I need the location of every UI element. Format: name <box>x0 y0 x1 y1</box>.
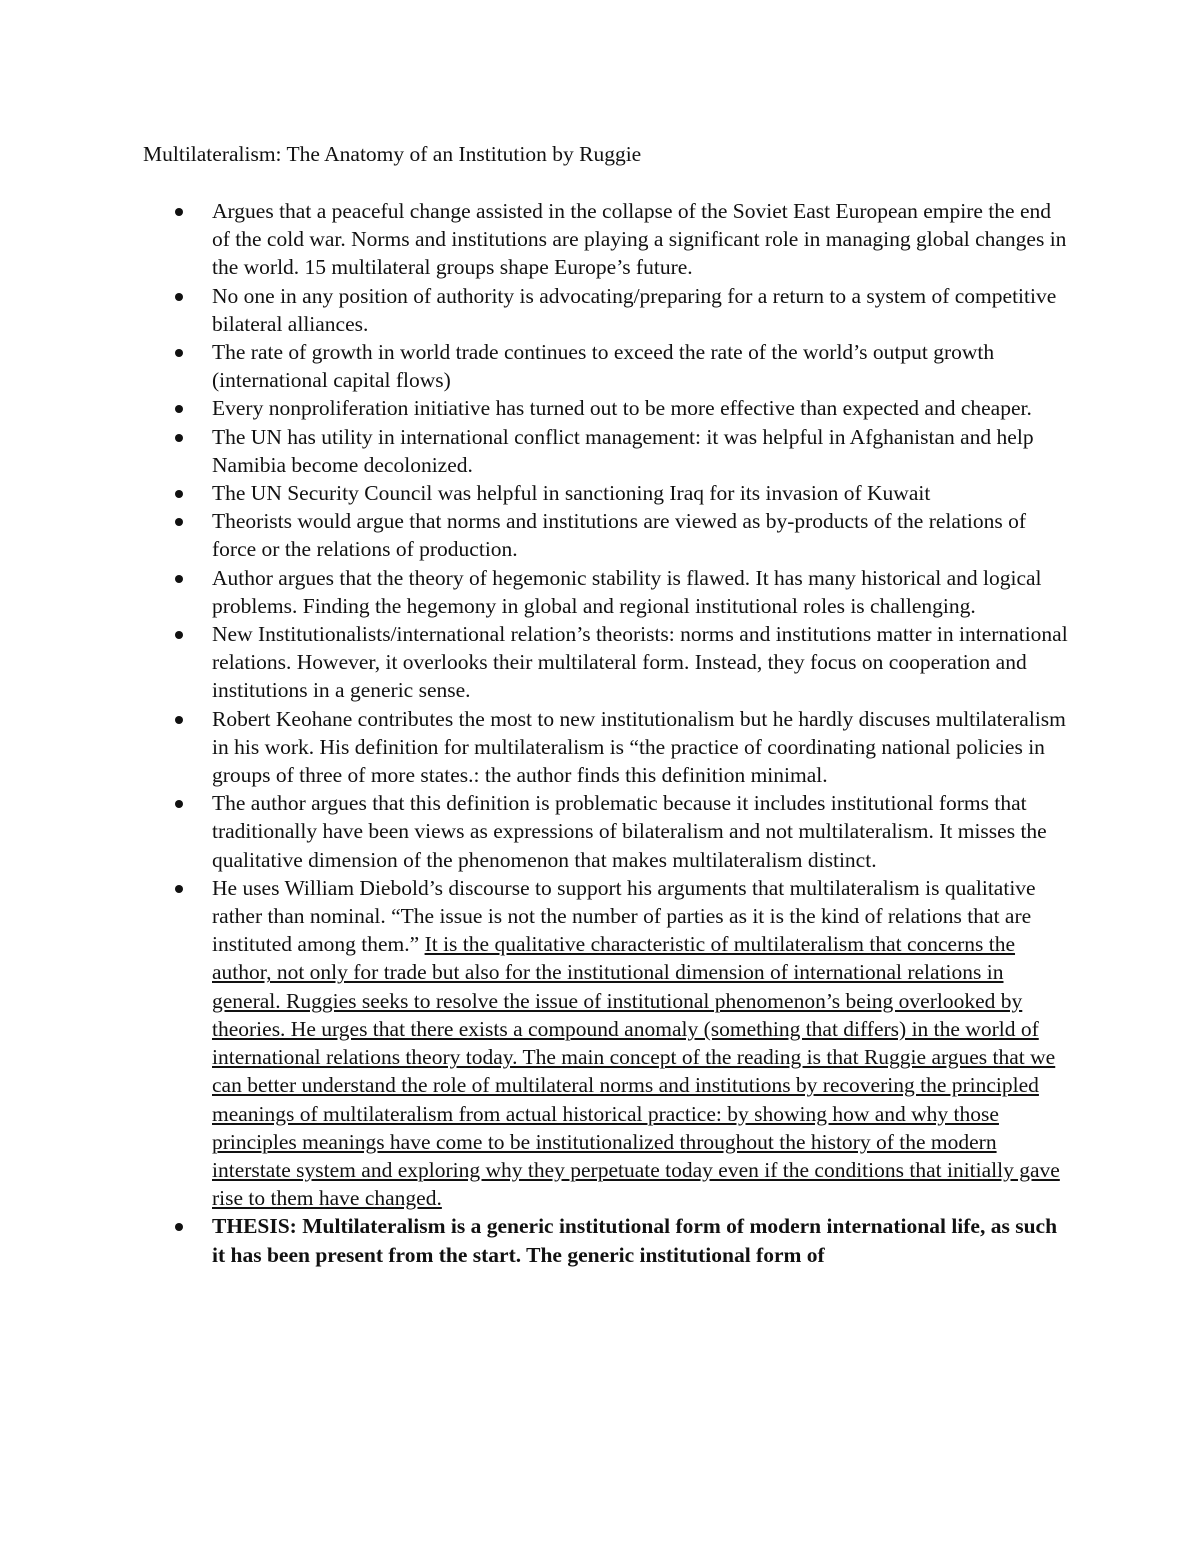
bullet-dot-icon <box>175 208 183 216</box>
bullet-text: He uses William Diebold’s discourse to support his arguments that multilateralism is qualitative rather than nominal. “The issue is not the number of parties as it is the kind of relations that are instituted among them.” <box>212 875 1036 957</box>
bullet-dot-icon <box>175 575 183 583</box>
bullet-text: Theorists would argue that norms and institutions are viewed as by-products of the relations of force or the relations of production. <box>212 509 1027 562</box>
bullet-text: Author argues that the theory of hegemonic stability is flawed. It has many historical and logical problems. Finding the hegemony in global and regional institutional roles is challenging. <box>212 565 1042 618</box>
bullet-item <box>0 197 1072 282</box>
bullet-item <box>0 394 1072 422</box>
bullet-dot-icon <box>175 490 183 498</box>
bullet-item <box>0 282 1072 338</box>
bullet-dot-icon <box>175 518 183 526</box>
bullet-text: Every nonproliferation initiative has turned out to be more effective than expected and cheaper. <box>212 396 1032 421</box>
bullet-dot-icon <box>175 631 183 639</box>
document-title: Multilateralism: The Anatomy of an Institution by Ruggie <box>143 142 642 166</box>
bullet-text: The UN Security Council was helpful in sanctioning Iraq for its invasion of Kuwait <box>212 481 931 506</box>
bullet-dot-icon <box>175 293 183 301</box>
bullet-dot-icon <box>175 800 183 808</box>
bullet-dot-icon <box>175 349 183 357</box>
bullet-item <box>0 620 1072 705</box>
bullet-dot-icon <box>175 434 183 442</box>
bullet-text: Argues that a peaceful change assisted in the collapse of the Soviet East European empire the end of the cold war. Norms and institutions are playing a significant role in managing global changes in the world. 15 multilateral groups shape Europe’s future. <box>212 199 1067 280</box>
bullet-text: Robert Keohane contributes the most to new institutionalism but he hardly discuses multilateralism in his work. His definition for multilateralism is “the practice of coordinating national policies in groups of three of more states.: the author finds this definition minimal. <box>212 706 1066 788</box>
bullet-item <box>0 789 1072 874</box>
bullet-item <box>0 564 1072 620</box>
bullet-text: New Institutionalists/international relation’s theorists: norms and institutions matter in international relations. However, it overlooks their multilateral form. Instead, they focus on cooperation and institutions in a generic sense. <box>212 622 1068 703</box>
bullet-text: The rate of growth in world trade continues to exceed the rate of the world’s output growth (international capital flows) <box>212 340 995 393</box>
bullet-item <box>0 507 1072 563</box>
bullet-item <box>0 705 1072 790</box>
bullet-item <box>0 423 1072 479</box>
bullet-item-diebold <box>0 874 1072 1212</box>
bullet-dot-icon <box>175 885 183 893</box>
bullet-dot-icon <box>175 405 183 413</box>
bullet-item <box>0 479 1072 507</box>
bullet-dot-icon <box>175 1223 183 1231</box>
bullet-item-thesis <box>0 1212 1072 1268</box>
bullet-text: The author argues that this definition is problematic because it includes institutional forms that traditionally have been views as expressions of bilateralism and not multilateralism. It misses the qualitative dimension of the phenomenon that makes multilateralism distinct. <box>212 791 1047 872</box>
bullet-list <box>0 197 1200 1269</box>
bullet-text: The UN has utility in international conflict management: it was helpful in Afghanistan and help Namibia become decolonized. <box>212 424 1034 477</box>
bullet-dot-icon <box>175 716 183 724</box>
thesis-text: THESIS: Multilateralism is a generic institutional form of modern international life, as such it has been present from the start. The generic institutional form of <box>212 1214 1058 1267</box>
underlined-passage: It is the qualitative characteristic of multilateralism that concerns the author, not only for trade but also for the institutional dimension of international relations in general. Ruggies seeks to resolve the issue of institutional phenomenon’s being overlooked by theories. He urges that there exists a compound anomaly (something that differs) in the world of international relations theory today. The main concept of the reading is that Ruggie argues that we can better understand the role of multilateral norms and institutions by recovering the principled meanings of multilateralism from actual historical practice: by showing how and why those principles meanings have come to be institutionalized throughout the history of the modern interstate system and exploring why they perpetuate today even if the conditions that initially gave rise to them have changed. <box>212 932 1060 1211</box>
bullet-text: No one in any position of authority is advocating/preparing for a return to a system of competitive bilateral alliances. <box>212 283 1057 336</box>
bullet-item <box>0 338 1072 394</box>
